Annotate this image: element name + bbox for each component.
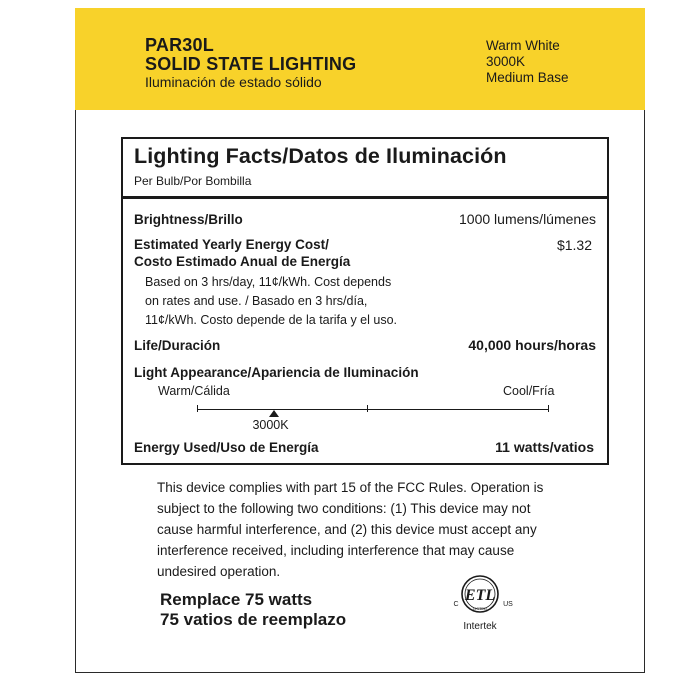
brightness-label: Brightness/Brillo: [134, 212, 243, 227]
life-value: 40,000 hours/horas: [468, 337, 596, 353]
product-subtitle: Iluminación de estado sólido: [145, 74, 322, 90]
lighting-facts-box: [121, 137, 609, 465]
color-temperature-scale: [197, 409, 549, 410]
cool-label: Cool/Fría: [503, 384, 555, 398]
product-specs: [486, 38, 569, 86]
appearance-row: [134, 364, 596, 382]
fcc-line: This device complies with part 15 of the FCC Rules. Operation is: [157, 480, 544, 495]
warm-label: Warm/Cálida: [158, 384, 230, 398]
appearance-label: Light Appearance/Apariencia de Iluminación: [134, 365, 419, 380]
cost-note: [145, 273, 397, 330]
energy-used-label: Energy Used/Uso de Energía: [134, 440, 319, 455]
fcc-line: cause harmful interference, and (2) this device must accept any: [157, 522, 537, 537]
etl-logo-text: ETL: [464, 587, 496, 604]
label-header: [75, 8, 645, 110]
life-row: [134, 337, 596, 355]
scale-tick: [197, 405, 198, 412]
fcc-line: subject to the following two conditions: (1) This device may not: [157, 501, 531, 516]
product-title-block: [145, 36, 356, 90]
brightness-value: 1000 lumens/lúmenes: [459, 211, 596, 227]
energy-cost-row: [134, 237, 596, 269]
spec-base: Medium Base: [486, 70, 569, 85]
brightness-row: [134, 211, 596, 229]
cost-value: $1.32: [556, 237, 592, 253]
fcc-line: undesired operation.: [157, 564, 281, 579]
cost-note-line: on rates and use. / Basado en 3 hrs/día,: [145, 294, 368, 308]
fcc-statement: [157, 477, 587, 582]
etl-brand-text: Intertek: [463, 621, 497, 632]
facts-title: Lighting Facts/Datos de Iluminación: [134, 144, 507, 168]
energy-used-value: 11 watts/vatios: [495, 439, 594, 455]
temperature-marker-label: 3000K: [252, 418, 289, 432]
replacement-info: [160, 590, 346, 630]
life-label: Life/Duración: [134, 338, 221, 353]
product-title: SOLID STATE LIGHTING: [145, 54, 357, 74]
scale-tick: [548, 405, 549, 412]
temperature-marker: [269, 410, 279, 417]
per-bulb-label: Per Bulb/Por Bombilla: [134, 174, 252, 188]
replacement-en: Remplace 75 watts: [160, 590, 313, 609]
etl-listed-mark: [442, 570, 522, 634]
etl-logo-icon: [442, 570, 522, 634]
model-number: PAR30L: [145, 35, 214, 55]
replacement-es: 75 vatios de reemplazo: [160, 610, 347, 629]
fcc-line: interference received, including interference that may cause: [157, 543, 515, 558]
etl-listed-text: LISTED: [472, 606, 488, 611]
cost-label-en: Estimated Yearly Energy Cost/: [134, 237, 329, 252]
energy-used-row: [134, 439, 596, 457]
cost-note-line: Based on 3 hrs/day, 11¢/kWh. Cost depends: [145, 275, 392, 289]
scale-tick: [367, 405, 368, 412]
cost-note-line: 11¢/kWh. Costo depende de la tarifa y el uso.: [145, 313, 398, 327]
spec-color: Warm White: [486, 38, 560, 53]
spec-temperature: 3000K: [486, 54, 526, 69]
cost-label-es: Costo Estimado Anual de Energía: [134, 254, 351, 269]
facts-header: [123, 139, 607, 199]
etl-us-text: US: [503, 601, 513, 608]
etl-c-text: C: [453, 601, 459, 608]
